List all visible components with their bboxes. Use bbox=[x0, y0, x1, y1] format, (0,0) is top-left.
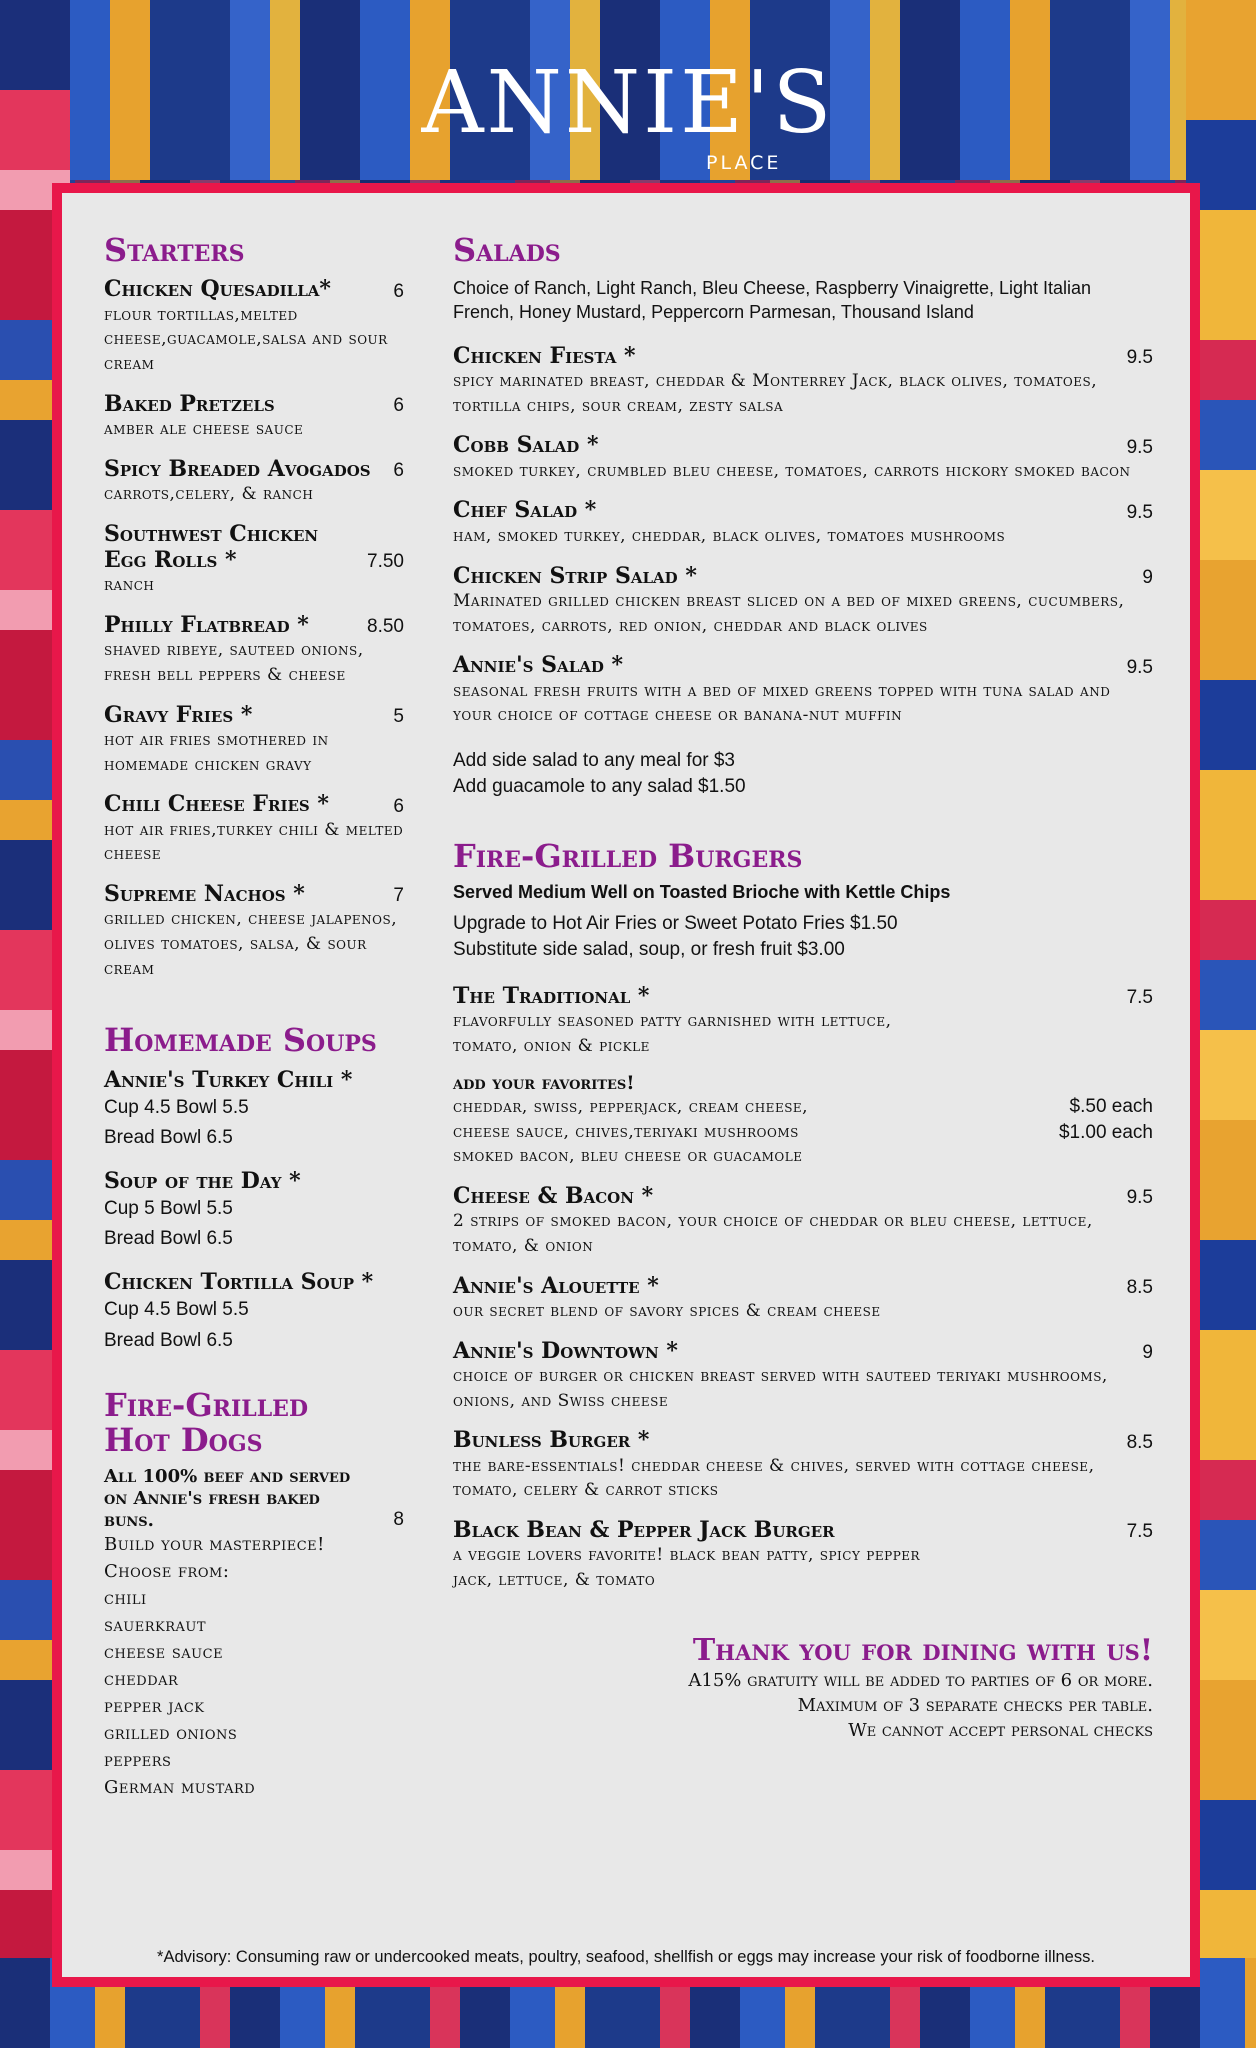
item-desc: the bare-essentials! cheddar cheese & chives, served with cottage cheese, tomato, celery & carrot sticks bbox=[453, 1455, 1095, 1501]
favorites-line: cheese sauce, chives,teriyaki mushrooms bbox=[453, 1121, 799, 1142]
item-name: Spicy Breaded Avogados bbox=[104, 455, 371, 482]
item-desc: amber ale cheese sauce bbox=[104, 418, 304, 439]
hotdog-price: 8 bbox=[393, 1509, 404, 1531]
hotdog-toppings bbox=[104, 1531, 404, 1801]
hotdog-intro: Choose from: bbox=[104, 1561, 230, 1583]
item-name: Soup of the Day * bbox=[104, 1167, 301, 1194]
item-name: Chef Salad * bbox=[453, 497, 597, 524]
topping-item: grilled onions bbox=[104, 1723, 238, 1745]
starters-title: Starters bbox=[104, 231, 245, 269]
salad-addons bbox=[453, 748, 1153, 799]
item-price: 8.5 bbox=[1126, 1431, 1153, 1453]
soup-price-line: Cup 5 Bowl 5.5 bbox=[104, 1198, 233, 1220]
item-name: The Traditional * bbox=[453, 982, 650, 1009]
item-desc: flour tortillas,melted cheese,guacamole,salsa and sour cream bbox=[104, 304, 388, 374]
item-price: 9 bbox=[1142, 566, 1153, 588]
soup-price-line: Bread Bowl 6.5 bbox=[104, 1228, 233, 1250]
menu-item bbox=[453, 1183, 1153, 1259]
policy-line: Maximum of 3 separate checks per table. bbox=[797, 1694, 1153, 1716]
menu-item bbox=[453, 432, 1153, 483]
item-desc: smoked turkey, crumbled bleu cheese, tomatoes, carrots hickory smoked bacon bbox=[453, 460, 1131, 481]
item-name: Chicken Strip Salad * bbox=[453, 562, 697, 589]
menu-item bbox=[453, 983, 1153, 1059]
topping-item: cheddar bbox=[104, 1669, 179, 1691]
menu-item bbox=[104, 702, 404, 778]
item-name: Chicken Quesadilla* bbox=[104, 276, 331, 303]
item-price: 6 bbox=[393, 280, 404, 302]
item-price: 7.5 bbox=[1126, 987, 1153, 1008]
item-name: Annie's Salad * bbox=[453, 652, 624, 679]
item-price: 6 bbox=[393, 394, 404, 416]
addon-line: Add guacamole to any salad $1.50 bbox=[453, 775, 746, 797]
topping-item: pepper jack bbox=[104, 1696, 205, 1718]
item-desc: ham, smoked turkey, cheddar, black olives, tomatoes mushrooms bbox=[453, 525, 1006, 546]
item-price: 8.50 bbox=[367, 616, 404, 638]
item-desc: 2 strips of smoked bacon, your choice of cheddar or bleu cheese, lettuce, tomato, & onion bbox=[453, 1211, 1093, 1257]
thank-you-title: Thank you for dining with us! bbox=[692, 1632, 1153, 1668]
dressing-choices: Choice of Ranch, Light Ranch, Bleu Cheese, Raspberry Vinaigrette, Light Italian French, Honey Mustard, Peppercorn Parmesan, Thousand Island bbox=[453, 278, 1092, 323]
item-name: Annie's Alouette * bbox=[453, 1272, 659, 1299]
burgers-served: Served Medium Well on Toasted Brioche with Kettle Chips bbox=[453, 882, 951, 903]
item-price: 7 bbox=[393, 885, 404, 907]
item-desc: Marinated grilled chicken breast sliced on a bed of mixed greens, cucumbers, tomatoes, carrots, red onion, cheddar and black olives bbox=[453, 590, 1125, 636]
burger-upgrade: Upgrade to Hot Air Fries or Sweet Potato Fries $1.50 bbox=[453, 913, 898, 935]
item-name: Black Bean & Pepper Jack Burger bbox=[453, 1517, 835, 1544]
salads-title: Salads bbox=[453, 231, 561, 269]
policy-line: A15% gratuity will be added to parties of 6 or more. bbox=[688, 1669, 1153, 1691]
item-name: Cobb Salad * bbox=[453, 432, 599, 459]
item-price: 7.50 bbox=[367, 551, 404, 573]
topping-item: chili bbox=[104, 1588, 147, 1610]
burger-substitute: Substitute side salad, soup, or fresh fruit $3.00 bbox=[453, 938, 845, 960]
menu-item bbox=[104, 276, 404, 376]
favorites-title: add your favorites! bbox=[453, 1072, 635, 1095]
item-price: 9.5 bbox=[1126, 656, 1153, 678]
item-name: Bunless Burger * bbox=[453, 1427, 650, 1454]
item-desc: hot air fries smothered in homemade chicken gravy bbox=[104, 730, 329, 775]
item-desc: our secret blend of savory spices & cream cheese bbox=[453, 1301, 881, 1322]
item-desc: a veggie lovers favorite! black bean patty, spicy pepper jack, lettuce, & tomato bbox=[453, 1545, 921, 1591]
menu-item bbox=[104, 521, 404, 598]
menu-item bbox=[104, 456, 404, 507]
item-price: 9.5 bbox=[1126, 436, 1153, 458]
soup-item bbox=[104, 1168, 404, 1255]
menu-item bbox=[453, 652, 1153, 728]
menu-item bbox=[453, 1427, 1153, 1503]
advisory-note: *Advisory: Consuming raw or undercooked meats, poultry, seafood, shellfish or eggs may increase your risk of foodborne illness. bbox=[157, 1948, 1095, 1966]
item-name: Southwest Chicken Egg Rolls * bbox=[104, 520, 319, 573]
item-name: Supreme Nachos * bbox=[104, 881, 305, 907]
topping-item: peppers bbox=[104, 1750, 172, 1772]
item-desc: hot air fries,turkey chili & melted cheese bbox=[104, 819, 404, 865]
item-price: 9.5 bbox=[1126, 347, 1153, 369]
menu-item bbox=[453, 497, 1153, 548]
right-column bbox=[453, 233, 1153, 1743]
soup-item bbox=[104, 1067, 404, 1154]
soup-price-line: Cup 4.5 Bowl 5.5 bbox=[104, 1299, 249, 1321]
item-name: Baked Pretzels bbox=[104, 390, 275, 417]
policy-line: We cannot accept personal checks bbox=[848, 1720, 1153, 1742]
item-price: 9.5 bbox=[1126, 501, 1153, 523]
soup-item bbox=[104, 1269, 404, 1356]
item-price: 9.5 bbox=[1126, 1187, 1153, 1209]
hotdog-desc: All 100% beef and served on Annie's fresh baked buns. bbox=[104, 1466, 351, 1531]
item-name: Chicken Tortilla Soup * bbox=[104, 1268, 374, 1295]
item-name: Philly Flatbread * bbox=[104, 611, 309, 638]
soups-title: Homemade Soups bbox=[104, 1021, 377, 1060]
menu-item bbox=[453, 1273, 1153, 1324]
hotdog-intro: Build your masterpiece! bbox=[104, 1534, 325, 1556]
menu-item bbox=[453, 1517, 1153, 1593]
add-favorites bbox=[453, 1072, 1153, 1169]
hotdog-header bbox=[104, 1466, 404, 1531]
menu-item bbox=[104, 881, 404, 981]
topping-item: sauerkraut bbox=[104, 1615, 207, 1637]
item-desc: seasonal fresh fruits with a bed of mixed greens topped with tuna salad and your choice of cottage cheese or banana-nut muffin bbox=[453, 680, 1111, 726]
item-desc: grilled chicken, cheese jalapenos, olives tomatoes, salsa, & sour cream bbox=[104, 909, 398, 979]
item-desc: choice of burger or chicken breast served with sauteed teriyaki mushrooms, onions, and Swiss cheese bbox=[453, 1366, 1108, 1411]
item-name: Annie's Turkey Chili * bbox=[104, 1066, 353, 1093]
thank-you-section bbox=[453, 1633, 1153, 1744]
item-price: 6 bbox=[393, 795, 404, 817]
item-desc: ranch bbox=[104, 575, 155, 596]
item-name: Gravy Fries * bbox=[104, 701, 253, 728]
brand-logo bbox=[0, 53, 1256, 174]
menu-item bbox=[453, 563, 1153, 639]
item-desc: flavorfully seasoned patty garnished with lettuce, tomato, onion & pickle bbox=[453, 1011, 892, 1056]
menu-item bbox=[453, 1338, 1153, 1414]
item-desc: carrots,celery, & ranch bbox=[104, 483, 314, 504]
item-price: 7.5 bbox=[1126, 1521, 1153, 1543]
menu-item bbox=[104, 612, 404, 688]
item-name: Chili Cheese Fries * bbox=[104, 791, 329, 818]
burgers-title: Fire-Grilled Burgers bbox=[453, 837, 803, 876]
item-desc: spicy marinated breast, cheddar & Monterrey Jack, black olives, tomatoes, tortilla chips, sour cream, zesty salsa bbox=[453, 371, 1098, 416]
soup-price-line: Bread Bowl 6.5 bbox=[104, 1127, 233, 1149]
item-price: 8.5 bbox=[1126, 1277, 1153, 1299]
soup-price-line: Bread Bowl 6.5 bbox=[104, 1329, 233, 1351]
menu-item bbox=[104, 791, 404, 867]
soup-price-line: Cup 4.5 Bowl 5.5 bbox=[104, 1096, 249, 1118]
item-price: 9 bbox=[1142, 1342, 1153, 1364]
topping-item: German mustard bbox=[104, 1777, 256, 1799]
item-name: Cheese & Bacon * bbox=[453, 1183, 654, 1209]
item-name: Chicken Fiesta * bbox=[453, 342, 636, 369]
favorites-line: smoked bacon, bleu cheese or guacamole bbox=[453, 1146, 803, 1167]
favorites-price: $.50 each bbox=[1069, 1096, 1153, 1118]
favorites-price: $1.00 each bbox=[1058, 1121, 1153, 1143]
item-desc: shaved ribeye, sauteed onions, fresh bell peppers & cheese bbox=[104, 640, 364, 686]
menu-item bbox=[453, 343, 1153, 419]
left-column bbox=[104, 233, 404, 1801]
brand-sub: PLACE bbox=[706, 152, 782, 174]
favorites-line: cheddar, swiss, pepperjack, cream cheese, bbox=[453, 1097, 809, 1118]
menu-panel bbox=[52, 183, 1200, 1987]
hotdogs-title: Fire-Grilled Hot Dogs bbox=[104, 1386, 309, 1460]
item-price: 6 bbox=[393, 459, 404, 481]
item-price: 5 bbox=[393, 706, 404, 728]
topping-item: cheese sauce bbox=[104, 1642, 224, 1664]
addon-line: Add side salad to any meal for $3 bbox=[453, 749, 736, 771]
item-name: Annie's Downtown * bbox=[453, 1337, 678, 1364]
brand-name: ANNIE'S bbox=[421, 53, 835, 153]
menu-item bbox=[104, 391, 404, 442]
